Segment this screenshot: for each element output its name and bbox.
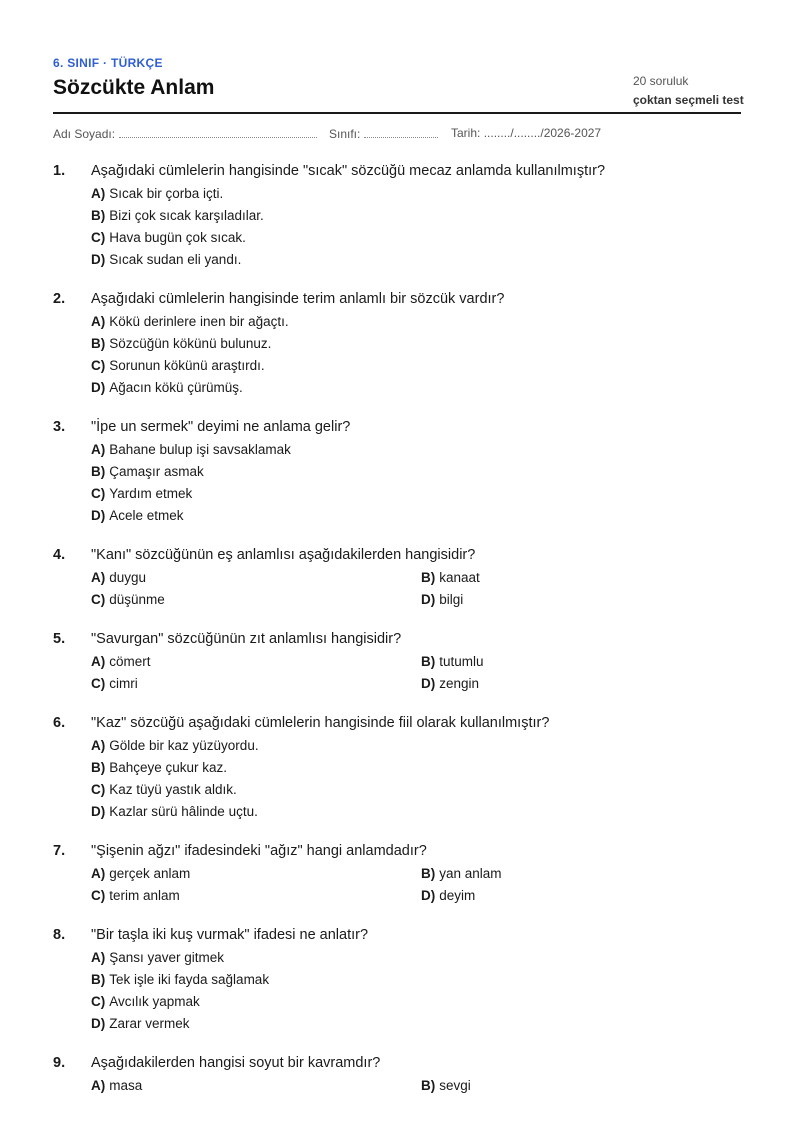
question-text: "Kanı" sözcüğünün eş anlamlısı aşağıdakilerden hangisidir? bbox=[91, 547, 476, 563]
option-text: Yardım etmek bbox=[109, 486, 193, 501]
answer-option[interactable] bbox=[421, 863, 741, 885]
option-text: Ağacın kökü çürümüş. bbox=[109, 380, 243, 395]
option-text: Gölde bir kaz yüzüyordu. bbox=[109, 738, 259, 753]
test-type: çoktan seçmeli test bbox=[633, 93, 744, 107]
option-letter: D) bbox=[421, 676, 436, 691]
answer-option[interactable] bbox=[91, 311, 741, 333]
option-list bbox=[91, 651, 741, 695]
question-item bbox=[53, 417, 741, 527]
page-title: Sözcükte Anlam bbox=[53, 76, 215, 99]
question-text: "Şişenin ağzı" ifadesindeki "ağız" hangi anlamdadır? bbox=[91, 843, 427, 859]
option-text: Sözcüğün kökünü bulunuz. bbox=[109, 336, 272, 351]
option-letter: C) bbox=[91, 676, 106, 691]
answer-option[interactable] bbox=[91, 801, 741, 823]
question-text: "Kaz" sözcüğü aşağıdaki cümlelerin hangisinde fiil olarak kullanılmıştır? bbox=[91, 715, 550, 731]
option-text: Kaz tüyü yastık aldık. bbox=[109, 782, 237, 797]
option-letter: B) bbox=[421, 570, 436, 585]
answer-option[interactable] bbox=[91, 969, 741, 991]
option-text: Tek işle iki fayda sağlamak bbox=[109, 972, 270, 987]
option-letter: B) bbox=[91, 760, 106, 775]
question-text: Aşağıdaki cümlelerin hangisinde "sıcak" sözcüğü mecaz anlamda kullanılmıştır? bbox=[91, 163, 606, 179]
answer-option[interactable] bbox=[91, 863, 421, 885]
option-letter: C) bbox=[91, 782, 106, 797]
option-text: Sorunun kökünü araştırdı. bbox=[109, 358, 265, 373]
option-list bbox=[91, 567, 741, 611]
answer-option[interactable] bbox=[91, 1075, 421, 1097]
question-line bbox=[53, 925, 741, 945]
answer-option[interactable] bbox=[91, 227, 741, 249]
answer-option[interactable] bbox=[421, 589, 741, 611]
answer-option[interactable] bbox=[91, 483, 741, 505]
answer-option[interactable] bbox=[421, 885, 741, 907]
option-list bbox=[91, 439, 741, 527]
option-text: Hava bugün çok sıcak. bbox=[109, 230, 246, 245]
answer-option[interactable] bbox=[91, 377, 741, 399]
answer-option[interactable] bbox=[91, 757, 741, 779]
question-item bbox=[53, 629, 741, 695]
option-text: düşünme bbox=[109, 592, 165, 607]
option-text: Çamaşır asmak bbox=[109, 464, 204, 479]
option-text: Kökü derinlere inen bir ağaçtı. bbox=[109, 314, 289, 329]
option-letter: C) bbox=[91, 994, 106, 1009]
answer-option[interactable] bbox=[91, 991, 741, 1013]
option-text: kanaat bbox=[439, 570, 480, 585]
answer-option[interactable] bbox=[91, 355, 741, 377]
option-text: masa bbox=[109, 1078, 143, 1093]
question-number: 6. bbox=[53, 715, 66, 731]
answer-option[interactable] bbox=[91, 673, 421, 695]
question-number: 2. bbox=[53, 291, 66, 307]
option-text: Avcılık yapmak bbox=[109, 994, 200, 1009]
question-line bbox=[53, 545, 741, 565]
option-text: Zarar vermek bbox=[109, 1016, 190, 1031]
subject-label: 6. SINIF · TÜRKÇE bbox=[53, 56, 163, 70]
answer-option[interactable] bbox=[91, 183, 741, 205]
question-text: Aşağıdakilerden hangisi soyut bir kavramdır? bbox=[91, 1055, 381, 1071]
question-item bbox=[53, 161, 741, 271]
option-letter: B) bbox=[421, 866, 436, 881]
answer-option[interactable] bbox=[421, 651, 741, 673]
option-text: Acele etmek bbox=[109, 508, 184, 523]
option-text: sevgi bbox=[439, 1078, 471, 1093]
worksheet-header bbox=[53, 52, 744, 114]
option-list bbox=[91, 735, 741, 823]
answer-option[interactable] bbox=[91, 735, 741, 757]
option-text: Sıcak bir çorba içti. bbox=[109, 186, 224, 201]
answer-option[interactable] bbox=[91, 779, 741, 801]
question-line bbox=[53, 289, 741, 309]
answer-option[interactable] bbox=[91, 249, 741, 271]
date-value: ......../......../2026-2027 bbox=[483, 126, 602, 140]
question-line bbox=[53, 629, 741, 649]
question-count: 20 soruluk bbox=[633, 74, 689, 88]
question-number: 9. bbox=[53, 1055, 66, 1071]
question-list bbox=[53, 161, 741, 1097]
option-letter: A) bbox=[91, 866, 106, 881]
date-label: Tarih: bbox=[451, 126, 481, 140]
option-text: gerçek anlam bbox=[109, 866, 191, 881]
question-number: 4. bbox=[53, 547, 66, 563]
answer-option[interactable] bbox=[421, 1075, 741, 1097]
option-text: Bahane bulup işi savsaklamak bbox=[109, 442, 291, 457]
option-text: cimri bbox=[109, 676, 138, 691]
option-letter: D) bbox=[91, 508, 106, 523]
question-number: 1. bbox=[53, 163, 66, 179]
option-text: Kazlar sürü hâlinde uçtu. bbox=[109, 804, 258, 819]
question-text: "İpe un sermek" deyimi ne anlama gelir? bbox=[91, 419, 351, 435]
question-text: "Savurgan" sözcüğünün zıt anlamlısı hangisidir? bbox=[91, 631, 402, 647]
date-field bbox=[451, 126, 601, 140]
option-letter: A) bbox=[91, 570, 106, 585]
option-letter: A) bbox=[91, 950, 106, 965]
question-text: "Bir taşla iki kuş vurmak" ifadesi ne anlatır? bbox=[91, 927, 369, 943]
option-text: deyim bbox=[439, 888, 476, 903]
answer-option[interactable] bbox=[91, 205, 741, 227]
option-letter: C) bbox=[91, 888, 106, 903]
answer-option[interactable] bbox=[91, 333, 741, 355]
worksheet-page bbox=[53, 52, 744, 1115]
question-line bbox=[53, 841, 741, 861]
name-field bbox=[53, 126, 317, 141]
answer-option[interactable] bbox=[91, 885, 421, 907]
option-letter: C) bbox=[91, 592, 106, 607]
answer-option[interactable] bbox=[421, 673, 741, 695]
question-number: 3. bbox=[53, 419, 66, 435]
name-blank bbox=[119, 126, 317, 138]
option-text: Şansı yaver gitmek bbox=[109, 950, 225, 965]
answer-option[interactable] bbox=[91, 947, 741, 969]
option-list bbox=[91, 947, 741, 1035]
question-number: 8. bbox=[53, 927, 66, 943]
option-letter: D) bbox=[91, 252, 106, 267]
option-text: Bahçeye çukur kaz. bbox=[109, 760, 228, 775]
option-letter: A) bbox=[91, 442, 106, 457]
option-letter: A) bbox=[91, 186, 106, 201]
option-letter: C) bbox=[91, 358, 106, 373]
question-line bbox=[53, 417, 741, 437]
question-number: 5. bbox=[53, 631, 66, 647]
answer-option[interactable] bbox=[91, 1013, 741, 1035]
question-line bbox=[53, 1053, 741, 1073]
question-line bbox=[53, 713, 741, 733]
name-label: Adı Soyadı: bbox=[53, 127, 116, 141]
question-item bbox=[53, 841, 741, 907]
option-text: Sıcak sudan eli yandı. bbox=[109, 252, 242, 267]
option-letter: A) bbox=[91, 738, 106, 753]
option-text: zengin bbox=[439, 676, 480, 691]
option-text: tutumlu bbox=[439, 654, 484, 669]
option-list bbox=[91, 863, 741, 907]
question-item bbox=[53, 289, 741, 399]
option-list bbox=[91, 311, 741, 399]
option-letter: C) bbox=[91, 230, 106, 245]
option-letter: D) bbox=[91, 804, 106, 819]
option-text: yan anlam bbox=[439, 866, 502, 881]
option-list bbox=[91, 183, 741, 271]
option-letter: D) bbox=[91, 380, 106, 395]
class-label: Sınıfı: bbox=[329, 127, 361, 141]
question-line bbox=[53, 161, 741, 181]
option-letter: B) bbox=[91, 972, 106, 987]
student-info-row bbox=[53, 126, 741, 146]
question-text: Aşağıdaki cümlelerin hangisinde terim anlamlı bir sözcük vardır? bbox=[91, 291, 505, 307]
question-item bbox=[53, 925, 741, 1035]
answer-option[interactable] bbox=[91, 651, 421, 673]
option-letter: B) bbox=[91, 336, 106, 351]
question-item bbox=[53, 545, 741, 611]
answer-option[interactable] bbox=[91, 505, 741, 527]
option-letter: B) bbox=[421, 1078, 436, 1093]
question-item bbox=[53, 713, 741, 823]
class-blank bbox=[364, 126, 438, 138]
answer-option[interactable] bbox=[91, 567, 421, 589]
option-letter: D) bbox=[421, 592, 436, 607]
option-text: duygu bbox=[109, 570, 147, 585]
option-text: bilgi bbox=[439, 592, 464, 607]
class-field bbox=[329, 126, 438, 141]
answer-option[interactable] bbox=[91, 461, 741, 483]
option-letter: D) bbox=[421, 888, 436, 903]
option-letter: B) bbox=[91, 464, 106, 479]
option-letter: D) bbox=[91, 1016, 106, 1031]
option-letter: A) bbox=[91, 314, 106, 329]
option-text: terim anlam bbox=[109, 888, 180, 903]
option-letter: A) bbox=[91, 1078, 106, 1093]
answer-option[interactable] bbox=[91, 589, 421, 611]
option-letter: B) bbox=[421, 654, 436, 669]
question-number: 7. bbox=[53, 843, 66, 859]
option-letter: B) bbox=[91, 208, 106, 223]
option-letter: A) bbox=[91, 654, 106, 669]
answer-option[interactable] bbox=[421, 567, 741, 589]
test-meta bbox=[633, 72, 744, 110]
answer-option[interactable] bbox=[91, 439, 741, 461]
question-item bbox=[53, 1053, 741, 1097]
option-text: cömert bbox=[109, 654, 151, 669]
option-list bbox=[91, 1075, 741, 1097]
option-text: Bizi çok sıcak karşıladılar. bbox=[109, 208, 264, 223]
option-letter: C) bbox=[91, 486, 106, 501]
